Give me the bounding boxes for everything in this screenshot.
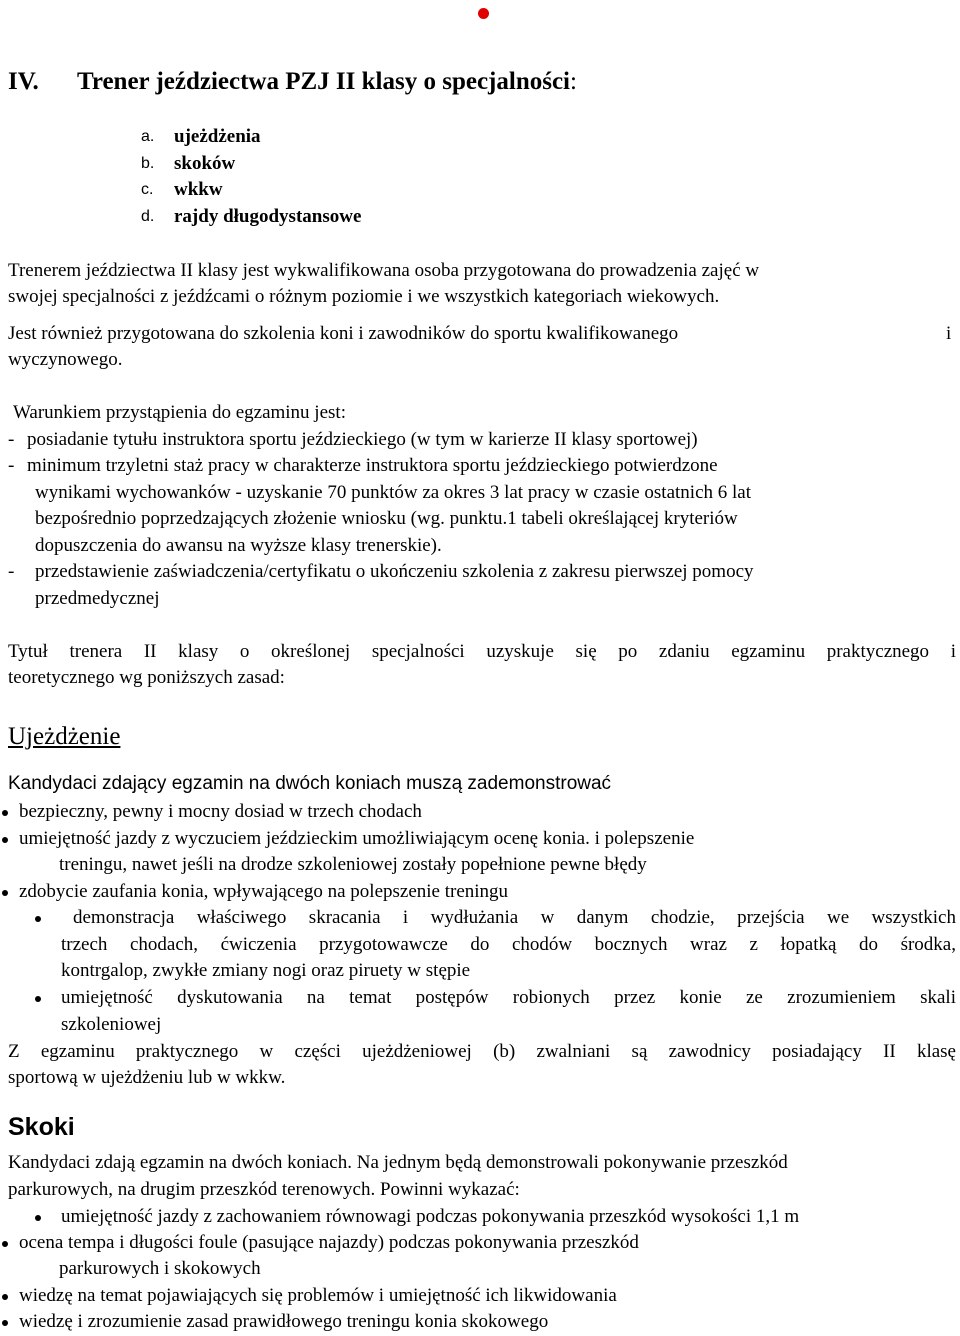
bullet-icon xyxy=(35,996,41,1002)
bullet-icon xyxy=(2,890,8,896)
bullet-icon xyxy=(2,1320,8,1326)
intro-line: Trenerem jeździectwa II klasy jest wykwalifikowana osoba przygotowana do prowadzenia zajęć w xyxy=(8,260,760,281)
jumping-heading: Skoki xyxy=(8,1113,75,1141)
condition-line: wynikami wychowanków - uzyskanie 70 punktów za okres 3 lat pracy w czasie ostatnich 6 lat xyxy=(35,482,751,503)
dressage-intro: Kandydaci zdający egzamin na dwóch koniach muszą zademonstrować xyxy=(8,773,612,794)
red-marker-dot xyxy=(478,8,489,19)
bullet-icon xyxy=(2,1294,8,1300)
dressage-sub-item: umiejętność dyskutowania na temat postępów robionych przez konie ze zrozumieniem skali xyxy=(61,987,956,1008)
condition-line: bezpośrednio poprzedzających złożenie wniosku (wg. punktu.1 tabeli określającej kryteriów xyxy=(35,508,738,529)
jumping-intro: Kandydaci zdają egzamin na dwóch koniach. Na jednym będą demonstrowali pokonywanie przeszkód xyxy=(8,1152,788,1173)
condition-line: przedmedycznej xyxy=(35,588,160,609)
intro-line: Jest również przygotowana do szkolenia koni i zawodników do sportu kwalifikowanego xyxy=(8,323,679,344)
list-marker: a. xyxy=(141,128,155,145)
condition-line: dopuszczenia do awansu na wyższe klasy trenerskie). xyxy=(35,535,442,556)
bullet-icon xyxy=(35,1215,41,1221)
jumping-intro: parkurowych, na drugim przeszkód terenowych. Powinni wykazać: xyxy=(8,1179,520,1200)
bullet-icon xyxy=(2,810,8,816)
dash: - xyxy=(8,429,15,450)
bullet-icon xyxy=(2,837,8,843)
dressage-sub-item: demonstracja właściwego skracania i wydłużania w danym chodzie, przejścia we wszystkich xyxy=(73,907,956,928)
section-number: IV. xyxy=(8,68,39,95)
list-item: wkkw xyxy=(174,179,223,200)
condition-item: minimum trzyletni staż pracy w charakterze instruktora sportu jeździeckiego potwierdzone xyxy=(27,455,718,476)
jumping-bullet-line: parkurowych i skokowych xyxy=(59,1258,261,1279)
dressage-sub-line: szkoleniowej xyxy=(61,1014,162,1035)
title-rule-line: Tytuł trenera II klasy o określonej specjalności uzyskuje się po zdaniu egzaminu praktycznego i xyxy=(8,641,956,662)
dressage-heading: Ujeżdżenie xyxy=(8,723,121,750)
dressage-sub-line: kontrgalop, zwykłe zmiany nogi oraz piruety w stępie xyxy=(61,960,471,981)
dressage-exempt-line: sportową w ujeżdżeniu lub w wkkw. xyxy=(8,1067,286,1088)
dressage-bullet: umiejętność jazdy z wyczuciem jeździeckim umożliwiającym ocenę konia. i polepszenie xyxy=(19,828,695,849)
list-item: ujeżdżenia xyxy=(174,126,261,147)
list-marker: c. xyxy=(141,181,154,198)
dressage-bullet: zdobycie zaufania konia, wpływającego na polepszenie treningu xyxy=(19,881,509,902)
title-rule-line: teoretycznego wg poniższych zasad: xyxy=(8,667,285,688)
bullet-icon xyxy=(2,1241,8,1247)
intro-line: swojej specjalności z jeźdźcami o różnym poziomie i we wszystkich kategoriach wiekowych. xyxy=(8,286,720,307)
jumping-bullet: umiejętność jazdy z zachowaniem równowagi podczas pokonywania przeszkód wysokości 1,1 m xyxy=(61,1206,800,1227)
condition-item: przedstawienie zaświadczenia/certyfikatu o ukończeniu szkolenia z zakresu pierwszej pomocy xyxy=(35,561,754,582)
jumping-bullet: ocena tempa i długości foule (pasujące najazdy) podczas pokonywania przeszkód xyxy=(19,1232,639,1253)
section-title: Trener jeździectwa PZJ II klasy o specjalności: xyxy=(77,68,577,95)
condition-item: posiadanie tytułu instruktora sportu jeździeckiego (w tym w karierze II klasy sportowej) xyxy=(27,429,698,450)
list-item: skoków xyxy=(174,153,236,174)
dressage-bullet: bezpieczny, pewny i mocny dosiad w trzech chodach xyxy=(19,801,422,822)
bullet-icon xyxy=(35,916,41,922)
dash: - xyxy=(8,561,15,582)
dash: - xyxy=(8,455,15,476)
intro-line: wyczynowego. xyxy=(8,349,123,370)
dressage-exempt-line: Z egzaminu praktycznego w części ujeżdżeniowej (b) zwalniani są zawodnicy posiadający II klasę xyxy=(8,1041,956,1062)
dressage-sub-line: trzech chodach, ćwiczenia przygotowawcze do chodów bocznych wraz z łopatką do środka, xyxy=(61,934,956,955)
list-marker: d. xyxy=(141,208,155,225)
dressage-bullet-line: treningu, nawet jeśli na drodze szkoleniowej zostały popełnione pewne błędy xyxy=(59,854,647,875)
jumping-bullet: wiedzę na temat pojawiających się problemów i umiejętność ich likwidowania xyxy=(19,1285,617,1306)
list-marker: b. xyxy=(141,155,155,172)
jumping-bullet: wiedzę i zrozumienie zasad prawidłowego treningu konia skokowego xyxy=(19,1311,549,1332)
intro-line-end: i xyxy=(946,323,952,344)
conditions-title: Warunkiem przystąpienia do egzaminu jest: xyxy=(13,402,346,423)
list-item: rajdy długodystansowe xyxy=(174,206,362,227)
